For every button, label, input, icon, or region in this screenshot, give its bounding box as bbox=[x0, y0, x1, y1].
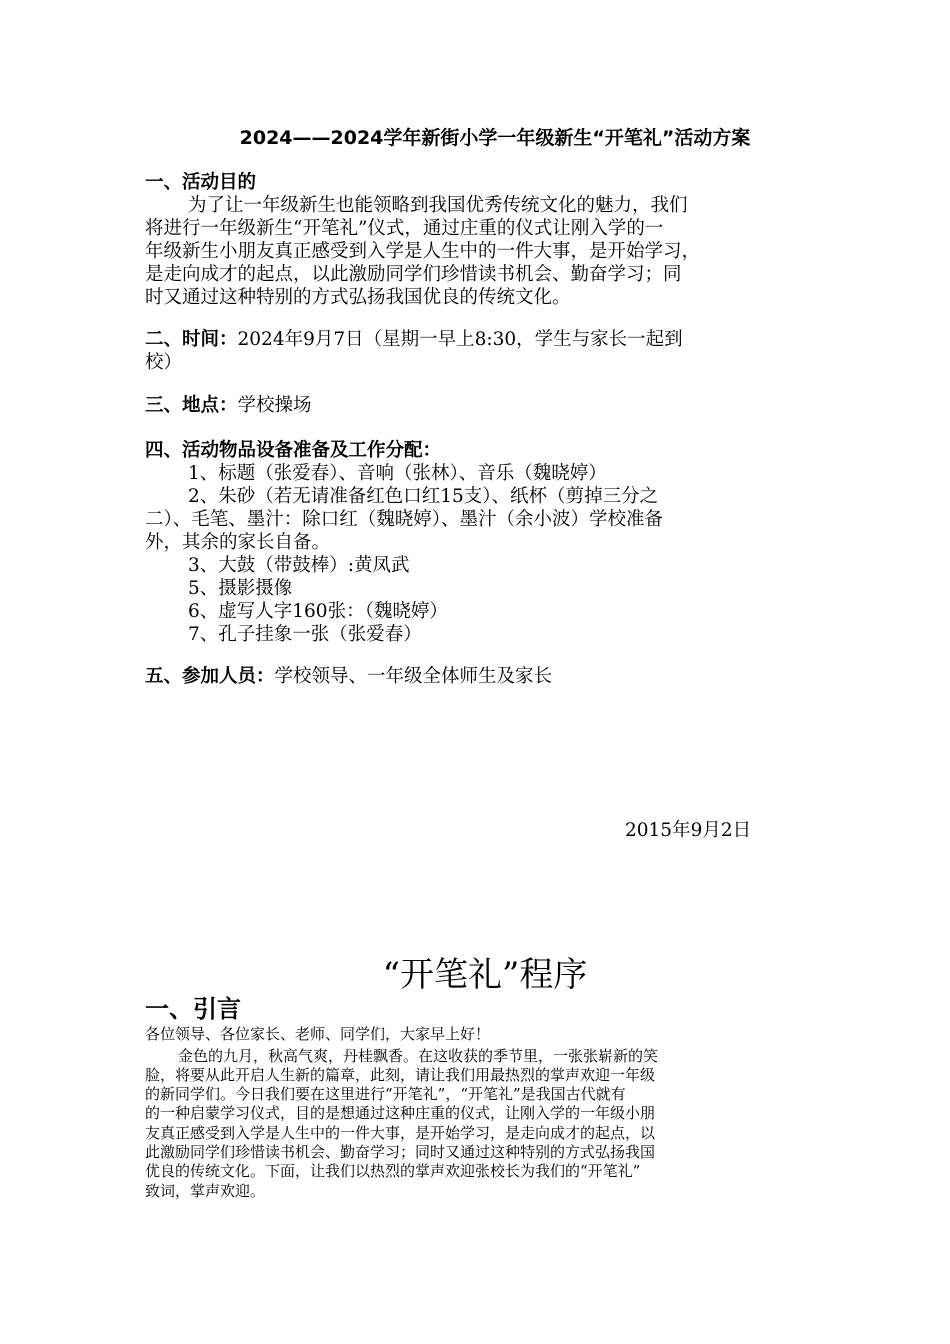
program-line: 脸，将要从此开启人生新的篇章，此刻，请让我们用最热烈的掌声欢迎一年级 bbox=[145, 1066, 656, 1084]
section-4-item: 1、标题（张爱春）、音响（张林）、音乐（魏晓婷） bbox=[188, 463, 607, 484]
section-3-line bbox=[145, 394, 312, 417]
section-1-heading: 一、活动目的 bbox=[145, 172, 257, 193]
section-5-heading: 五、参加人员： bbox=[145, 666, 275, 687]
section-5-participants: 学校领导、一年级全体师生及家长 bbox=[274, 666, 553, 687]
section-4-item: 7、孔子挂象一张（张爱春） bbox=[188, 624, 422, 645]
section-4-item: 5、摄影摄像 bbox=[188, 578, 293, 599]
section-4-item: 2、朱砂（若无请准备红色口红15支）、纸杯（剪掉三分之 bbox=[188, 486, 659, 507]
section-1-line: 时又通过这种特别的方式弘扬我国优良的传统文化。 bbox=[145, 287, 571, 308]
section-2-heading: 二、时间： bbox=[145, 329, 238, 350]
section-1-line: 年级新生小朋友真正感受到入学是人生中的一件大事，是开始学习， bbox=[145, 241, 701, 262]
section-5-line bbox=[145, 665, 552, 688]
section-4-item: 3、大鼓（带鼓棒）:黄凤武 bbox=[188, 555, 410, 576]
program-greeting: 各位领导、各位家长、老师、同学们，大家早上好！ bbox=[145, 1025, 491, 1043]
section-4-item: 6、虚写人字160张：（魏晓婷） bbox=[188, 601, 448, 622]
program-line: 金色的九月，秋高气爽，丹桂飘香。在这收获的季节里，一张张崭新的笑 bbox=[178, 1047, 659, 1065]
section-3-heading: 三、地点： bbox=[145, 395, 238, 416]
program-line: 此激励同学们珍惜读书机会、勤奋学习；同时又通过这种特别的方式弘扬我国 bbox=[145, 1143, 656, 1161]
section-2-line bbox=[145, 328, 683, 351]
document-title: 2024——2024学年新街小学一年级新生“开笔礼”活动方案 bbox=[239, 127, 751, 149]
program-line: 优良的传统文化。下面，让我们以热烈的掌声欢迎张校长为我们的“开笔礼” bbox=[145, 1162, 641, 1180]
section-1-line: 将进行一年级新生“开笔礼”仪式，通过庄重的仪式让刚入学的一 bbox=[145, 218, 664, 239]
section-3-location: 学校操场 bbox=[237, 395, 312, 416]
section-2-time-cont: 校） bbox=[145, 352, 183, 373]
document-date: 2015年9月2日 bbox=[625, 820, 752, 841]
section-4-heading: 四、活动物品设备准备及工作分配： bbox=[145, 440, 442, 461]
program-heading: 一、引言 bbox=[145, 995, 241, 1023]
section-4-item: 外，其余的家长自备。 bbox=[145, 532, 331, 553]
program-title: “开笔礼”程序 bbox=[382, 955, 588, 995]
section-1-line: 是走向成才的起点，以此激励同学们珍惜读书机会、勤奋学习；同 bbox=[145, 264, 682, 285]
program-line: 友真正感受到入学是人生中的一件大事，是开始学习，是走向成才的起点，以 bbox=[145, 1124, 656, 1142]
section-4-item: 二）、毛笔、墨汁：除口红（魏晓婷）、墨汁（余小波）学校准备 bbox=[145, 509, 664, 530]
section-2-time: 2024年9月7日（星期一早上8:30，学生与家长一起到 bbox=[237, 329, 683, 350]
program-line: 致词，掌声欢迎。 bbox=[145, 1182, 266, 1200]
section-1-line: 为了让一年级新生也能领略到我国优秀传统文化的魅力，我们 bbox=[188, 195, 688, 216]
program-line: 的一种启蒙学习仪式，目的是想通过这种庄重的仪式，让刚入学的一年级小朋 bbox=[145, 1104, 656, 1122]
program-line: 的新同学们。今日我们要在这里进行“开笔礼”，“开笔礼”是我国古代就有 bbox=[145, 1085, 626, 1103]
